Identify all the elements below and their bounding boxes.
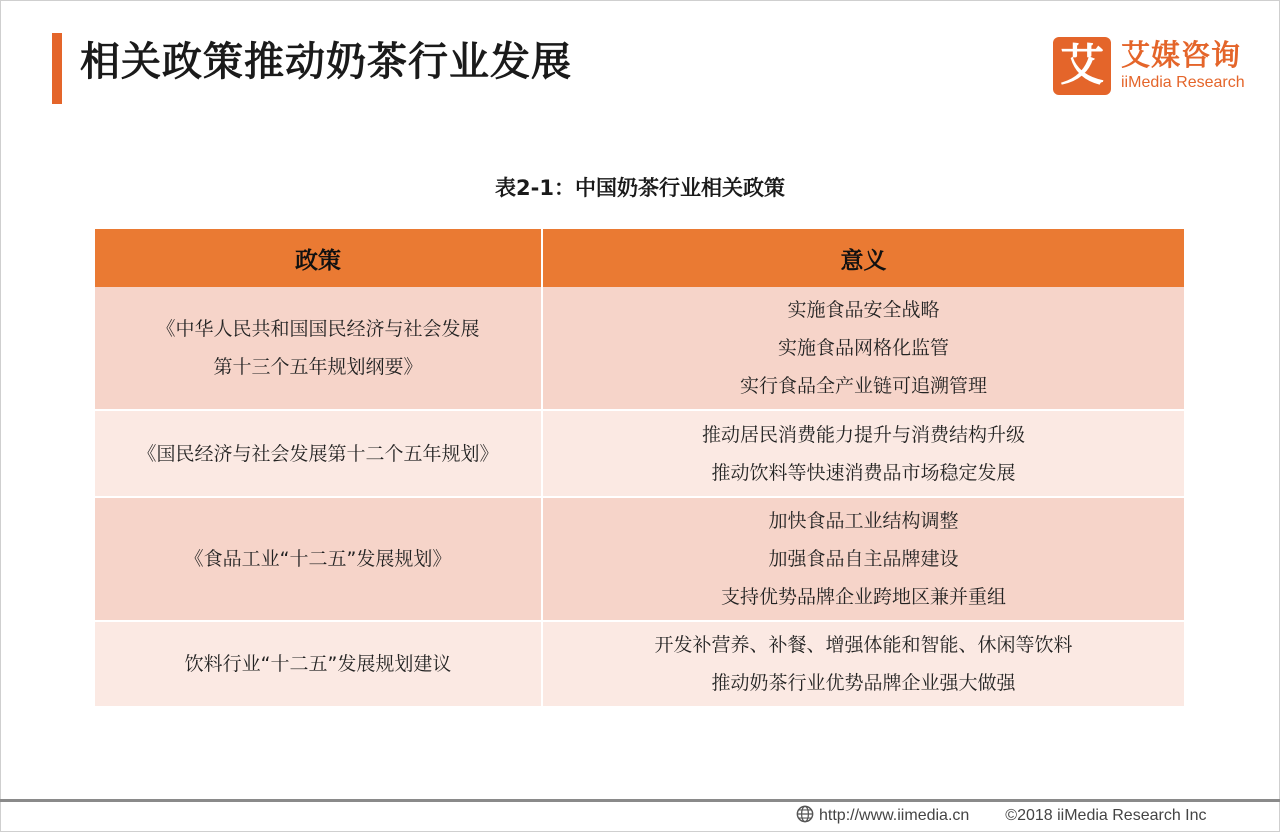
table-caption: 表2-1：中国奶茶行业相关政策 (495, 176, 785, 200)
table-row (95, 497, 1184, 621)
meaning-line: 开发补营养、补餐、增强体能和智能、休闲等饮料 (654, 634, 1073, 656)
logo-chinese-name: 艾媒咨询 (1121, 38, 1242, 72)
column-header-meaning: 意义 (542, 229, 1184, 287)
meaning-line: 推动居民消费能力提升与消费结构升级 (701, 423, 1025, 446)
meaning-line: 支持优势品牌企业跨地区兼并重组 (720, 586, 1006, 608)
policy-line: 《国民经济与社会发展第十二个五年规划》 (137, 442, 499, 465)
meaning-cell (542, 410, 1184, 497)
meaning-line: 加强食品自主品牌建设 (768, 548, 959, 570)
policy-line: 第十三个五年规划纲要》 (213, 356, 423, 378)
policy-line: 饮料行业“十二五”发展规划建议 (184, 653, 452, 675)
policy-line: 《食品工业“十二五”发展规划》 (184, 548, 452, 570)
meaning-line: 加快食品工业结构调整 (768, 510, 959, 532)
table-row (95, 410, 1184, 497)
table-row (95, 287, 1184, 410)
meaning-cell (542, 497, 1184, 621)
logo-mark-icon: 艾 (1053, 37, 1111, 95)
footer-divider (0, 799, 1280, 802)
brand-logo (1053, 37, 1253, 97)
globe-icon (796, 805, 814, 823)
table-row (95, 621, 1184, 706)
meaning-line: 实施食品网格化监管 (777, 337, 949, 359)
policy-cell (95, 410, 542, 497)
footer-copyright: ©2018 iiMedia Research Inc (1005, 807, 1207, 824)
page-title: 相关政策推动奶茶行业发展 (80, 39, 572, 85)
policy-cell (95, 287, 542, 410)
column-header-policy: 政策 (95, 229, 542, 287)
logo-english-name: iiMedia Research (1121, 74, 1245, 91)
meaning-line: 实施食品安全战略 (787, 299, 940, 321)
meaning-line: 推动奶茶行业优势品牌企业强大做强 (711, 672, 1016, 694)
policy-line: 《中华人民共和国国民经济与社会发展 (156, 318, 480, 340)
footer-url-link[interactable]: http://www.iimedia.cn (819, 807, 970, 824)
meaning-cell (542, 621, 1184, 706)
policy-cell (95, 497, 542, 621)
table-header-row (95, 229, 1184, 287)
meaning-cell (542, 287, 1184, 410)
footer (796, 805, 1207, 825)
policy-cell (95, 621, 542, 706)
meaning-line: 推动饮料等快速消费品市场稳定发展 (711, 461, 1016, 484)
meaning-line: 实行食品全产业链可追溯管理 (739, 375, 987, 397)
policy-table (95, 229, 1184, 706)
title-accent-bar (52, 33, 62, 104)
